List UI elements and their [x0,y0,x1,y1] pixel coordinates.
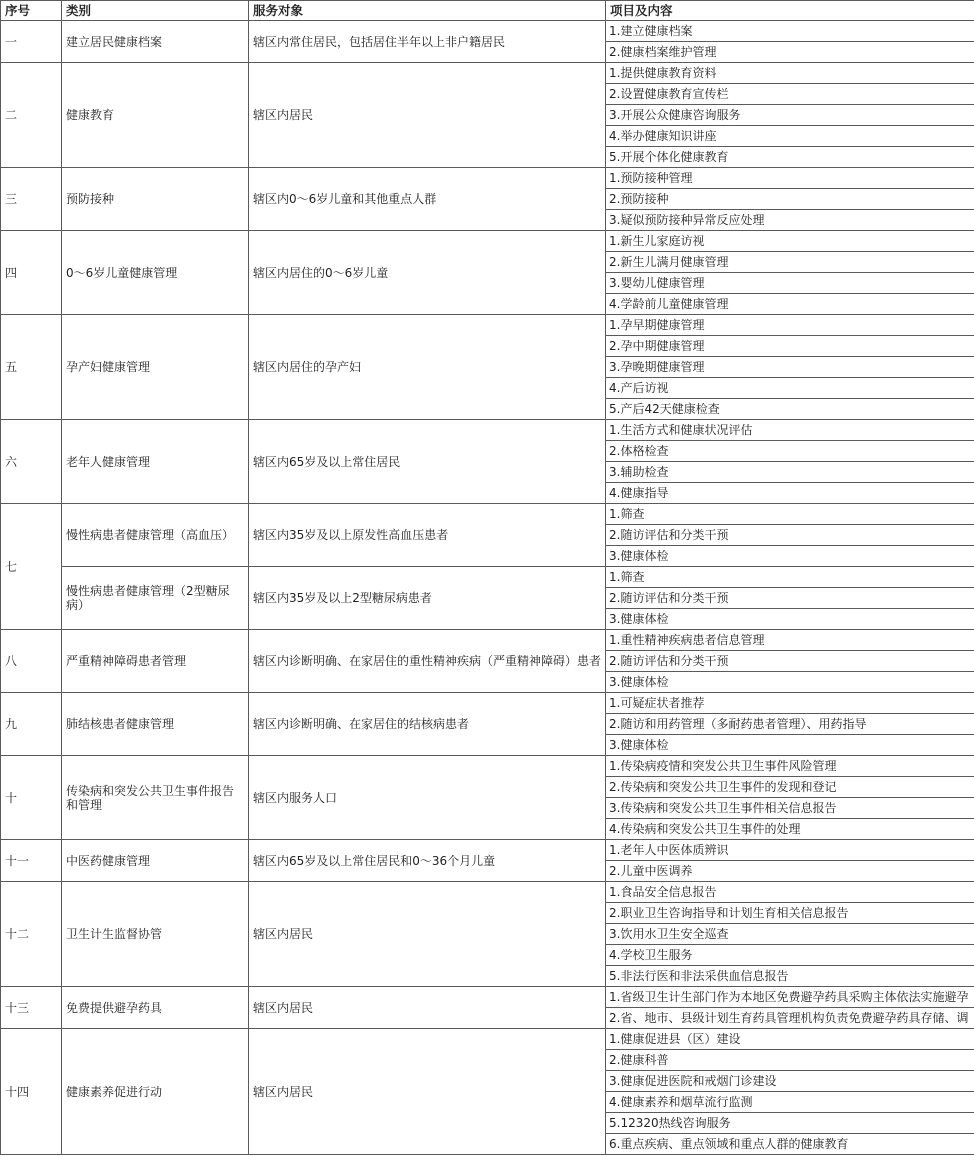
table-row [1,420,974,441]
item-cell: 2.预防接种 [606,189,974,210]
item-cell: 2.设置健康教育宣传栏 [606,84,974,105]
target-cell: 辖区内居住的0～6岁儿童 [249,231,606,315]
item-cell: 4.学龄前儿童健康管理 [606,294,974,315]
target-cell: 辖区内35岁及以上原发性高血压患者 [249,504,606,567]
item-cell: 2.孕中期健康管理 [606,336,974,357]
item-cell: 1.孕早期健康管理 [606,315,974,336]
row-number: 十一 [1,840,62,882]
table-row [1,987,974,1008]
row-number: 六 [1,420,62,504]
item-cell: 1.老年人中医体质辨识 [606,840,974,861]
table-row [1,504,974,525]
row-number: 十 [1,756,62,840]
header-no: 序号 [1,1,62,21]
item-cell: 1.重性精神疾病患者信息管理 [606,630,974,651]
header-row [1,1,974,21]
header-category: 类别 [62,1,249,21]
row-number: 七 [1,504,62,630]
row-number: 九 [1,693,62,756]
category-cell: 0～6岁儿童健康管理 [62,231,249,315]
row-number: 十四 [1,1029,62,1155]
target-cell: 辖区内常住居民，包括居住半年以上非户籍居民 [249,21,606,63]
table-row [1,231,974,252]
category-cell: 健康教育 [62,63,249,168]
category-cell: 卫生计生监督协管 [62,882,249,987]
table-row [1,882,974,903]
category-cell: 慢性病患者健康管理（高血压） [62,504,249,567]
table-row [1,21,974,42]
category-cell: 建立居民健康档案 [62,21,249,63]
target-cell: 辖区内居民 [249,987,606,1029]
item-cell: 3.辅助检查 [606,462,974,483]
category-cell: 严重精神障碍患者管理 [62,630,249,693]
item-cell: 1.提供健康教育资料 [606,63,974,84]
item-cell: 5.非法行医和非法采供血信息报告 [606,966,974,987]
table-body [1,21,974,1155]
table-row [1,315,974,336]
category-cell: 健康素养促进行动 [62,1029,249,1155]
table-row [1,630,974,651]
category-cell: 预防接种 [62,168,249,231]
item-cell: 3.健康体检 [606,609,974,630]
item-cell: 6.重点疾病、重点领域和重点人群的健康教育 [606,1134,974,1155]
item-cell: 1.筛查 [606,504,974,525]
target-cell: 辖区内居民 [249,63,606,168]
item-cell: 4.传染病和突发公共卫生事件的处理 [606,819,974,840]
item-cell: 1.食品安全信息报告 [606,882,974,903]
row-number: 八 [1,630,62,693]
category-cell: 中医药健康管理 [62,840,249,882]
item-cell: 4.健康素养和烟草流行监测 [606,1092,974,1113]
item-cell: 1.生活方式和健康状况评估 [606,420,974,441]
item-cell: 3.疑似预防接种异常反应处理 [606,210,974,231]
item-cell: 3.健康体检 [606,546,974,567]
item-cell: 4.举办健康知识讲座 [606,126,974,147]
item-cell: 3.健康体检 [606,672,974,693]
item-cell: 2.体格检查 [606,441,974,462]
category-cell: 传染病和突发公共卫生事件报告和管理 [62,756,249,840]
row-number: 四 [1,231,62,315]
row-number: 三 [1,168,62,231]
item-cell: 1.筛查 [606,567,974,588]
header-items: 项目及内容 [606,1,974,21]
table-row [1,168,974,189]
target-cell: 辖区内65岁及以上常住居民 [249,420,606,504]
item-cell: 3.健康体检 [606,735,974,756]
target-cell: 辖区内35岁及以上2型糖尿病患者 [249,567,606,630]
item-cell: 2.职业卫生咨询指导和计划生育相关信息报告 [606,903,974,924]
item-cell: 5.开展个体化健康教育 [606,147,974,168]
item-cell: 4.学校卫生服务 [606,945,974,966]
category-cell: 免费提供避孕药具 [62,987,249,1029]
row-number: 一 [1,21,62,63]
item-cell: 3.婴幼儿健康管理 [606,273,974,294]
target-cell: 辖区内服务人口 [249,756,606,840]
category-cell: 老年人健康管理 [62,420,249,504]
item-cell: 3.传染病和突发公共卫生事件相关信息报告 [606,798,974,819]
item-cell: 4.健康指导 [606,483,974,504]
table-row [1,756,974,777]
item-cell: 1.预防接种管理 [606,168,974,189]
table-row [1,693,974,714]
item-cell: 1.健康促进县（区）建设 [606,1029,974,1050]
item-cell: 1.省级卫生计生部门作为本地区免费避孕药具采购主体依法实施避孕 [606,987,974,1008]
table-row [1,1029,974,1050]
target-cell: 辖区内65岁及以上常住居民和0～36个月儿童 [249,840,606,882]
table-row [1,63,974,84]
target-cell: 辖区内居住的孕产妇 [249,315,606,420]
item-cell: 1.传染病疫情和突发公共卫生事件风险管理 [606,756,974,777]
target-cell: 辖区内居民 [249,1029,606,1155]
item-cell: 4.产后访视 [606,378,974,399]
item-cell: 3.饮用水卫生安全巡查 [606,924,974,945]
item-cell: 1.新生儿家庭访视 [606,231,974,252]
item-cell: 2.随访和用药管理（多耐药患者管理）、用药指导 [606,714,974,735]
category-cell: 孕产妇健康管理 [62,315,249,420]
category-cell: 肺结核患者健康管理 [62,693,249,756]
item-cell: 2.儿童中医调养 [606,861,974,882]
table-row [1,567,974,588]
row-number: 二 [1,63,62,168]
item-cell: 5.12320热线咨询服务 [606,1113,974,1134]
category-cell: 慢性病患者健康管理（2型糖尿病） [62,567,249,630]
item-cell: 2.健康科普 [606,1050,974,1071]
target-cell: 辖区内居民 [249,882,606,987]
item-cell: 2.省、地市、县级计划生育药具管理机构负责免费避孕药具存储、调 [606,1008,974,1029]
row-number: 五 [1,315,62,420]
target-cell: 辖区内诊断明确、在家居住的结核病患者 [249,693,606,756]
item-cell: 2.随访评估和分类干预 [606,525,974,546]
item-cell: 2.传染病和突发公共卫生事件的发现和登记 [606,777,974,798]
item-cell: 2.随访评估和分类干预 [606,651,974,672]
row-number: 十三 [1,987,62,1029]
item-cell: 3.开展公众健康咨询服务 [606,105,974,126]
item-cell: 2.健康档案维护管理 [606,42,974,63]
item-cell: 2.新生儿满月健康管理 [606,252,974,273]
item-cell: 2.随访评估和分类干预 [606,588,974,609]
target-cell: 辖区内0～6岁儿童和其他重点人群 [249,168,606,231]
item-cell: 3.健康促进医院和戒烟门诊建设 [606,1071,974,1092]
item-cell: 1.建立健康档案 [606,21,974,42]
row-number: 十二 [1,882,62,987]
target-cell: 辖区内诊断明确、在家居住的重性精神疾病（严重精神障碍）患者 [249,630,606,693]
table-row [1,840,974,861]
header-target: 服务对象 [249,1,606,21]
item-cell: 1.可疑症状者推荐 [606,693,974,714]
item-cell: 3.孕晚期健康管理 [606,357,974,378]
item-cell: 5.产后42天健康检查 [606,399,974,420]
